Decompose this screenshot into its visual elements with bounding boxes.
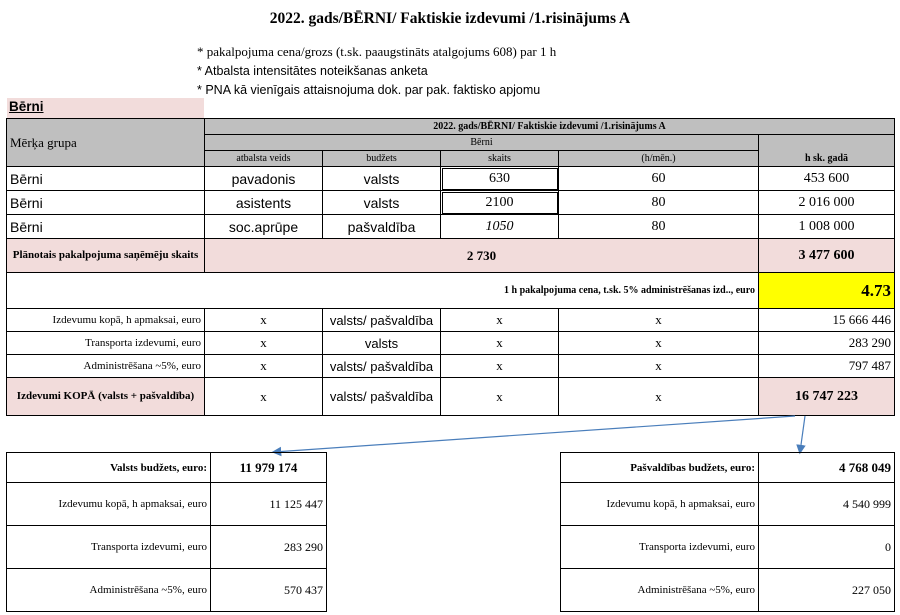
note-1: * pakalpojuma cena/grozs (t.sk. paaugstināts atalgojums 608) par 1 h xyxy=(197,44,557,59)
expense-x2: x xyxy=(441,309,559,332)
row-annual: 1 008 000 xyxy=(759,215,895,239)
municipal-budget-label: Pašvaldības budžets, euro: xyxy=(561,453,759,483)
row-hours: 80 xyxy=(559,191,759,215)
municipal-row-label: Administrēšana ~5%, euro xyxy=(561,569,759,612)
expense-value: 15 666 446 xyxy=(759,309,895,332)
table-row xyxy=(7,526,327,569)
table-subheader: Bērni xyxy=(205,135,759,151)
row-count: 630 xyxy=(441,167,559,191)
page-title: 2022. gads/BĒRNI/ Faktiskie izdevumi /1.risinājums A xyxy=(269,10,631,27)
municipal-row-value: 227 050 xyxy=(759,569,895,612)
row-annual: 2 016 000 xyxy=(759,191,895,215)
row-hours: 80 xyxy=(559,215,759,239)
municipal-budget-table xyxy=(560,452,895,612)
price-value: 4.73 xyxy=(759,273,895,309)
municipal-budget-value: 4 768 049 xyxy=(759,453,895,483)
municipal-row-value: 0 xyxy=(759,526,895,569)
row-count: 1050 xyxy=(441,215,559,239)
arrow-to-state xyxy=(274,416,795,452)
state-row-label: Transporta izdevumi, euro xyxy=(7,526,211,569)
planned-total: 2 730 xyxy=(205,239,759,273)
state-row-value: 570 437 xyxy=(211,569,327,612)
group-header: Mērķa grupa xyxy=(7,119,205,167)
table-row xyxy=(7,483,327,526)
expense-x2: x xyxy=(441,355,559,378)
row-group: Bērni xyxy=(7,191,205,215)
total-label: Izdevumi KOPĀ (valsts + pašvaldība) xyxy=(7,378,205,416)
row-budget: valsts xyxy=(323,167,441,191)
row-hours: 60 xyxy=(559,167,759,191)
planned-annual: 3 477 600 xyxy=(759,239,895,273)
row-annual: 453 600 xyxy=(759,167,895,191)
expense-value: 797 487 xyxy=(759,355,895,378)
state-row-value: 11 125 447 xyxy=(211,483,327,526)
row-type: asistents xyxy=(205,191,323,215)
total-value: 16 747 223 xyxy=(759,378,895,416)
state-budget-value: 11 979 174 xyxy=(211,453,327,483)
col-annual: h sk. gadā xyxy=(804,153,849,164)
expense-budget: valsts/ pašvaldība xyxy=(323,355,441,378)
state-row-value: 283 290 xyxy=(211,526,327,569)
expense-budget: valsts/ pašvaldība xyxy=(323,309,441,332)
state-row-label: Administrēšana ~5%, euro xyxy=(7,569,211,612)
col-type: atbalsta veids xyxy=(205,151,323,167)
expense-x2: x xyxy=(441,332,559,355)
row-type: pavadonis xyxy=(205,167,323,191)
expense-value: 283 290 xyxy=(759,332,895,355)
row-type: soc.aprūpe xyxy=(205,215,323,239)
row-budget: pašvaldība xyxy=(323,215,441,239)
col-budget: budžets xyxy=(323,151,441,167)
table-row xyxy=(561,569,895,612)
total-x2: x xyxy=(441,378,559,416)
arrow-to-municipal xyxy=(800,416,805,452)
expense-budget: valsts xyxy=(323,332,441,355)
planned-label: Plānotais pakalpojuma saņēmēju skaits xyxy=(7,239,205,273)
expense-x3: x xyxy=(559,355,759,378)
expense-x1: x xyxy=(205,355,323,378)
expense-label: Administrēšana ~5%, euro xyxy=(7,355,205,378)
row-count: 2100 xyxy=(441,191,559,215)
note-2: * Atbalsta intensitātes noteikšanas anketa xyxy=(197,63,428,78)
municipal-row-label: Izdevumu kopā, h apmaksai, euro xyxy=(561,483,759,526)
expense-x3: x xyxy=(559,309,759,332)
expense-x1: x xyxy=(205,332,323,355)
total-budget: valsts/ pašvaldība xyxy=(323,378,441,416)
total-x3: x xyxy=(559,378,759,416)
section-label-text: Bērni xyxy=(9,99,44,114)
col-hours: (h/mēn.) xyxy=(559,151,759,167)
total-x1: x xyxy=(205,378,323,416)
expense-label: Izdevumu kopā, h apmaksai, euro xyxy=(7,309,205,332)
row-group: Bērni xyxy=(7,167,205,191)
expense-x3: x xyxy=(559,332,759,355)
table-row xyxy=(561,483,895,526)
col-count: skaits xyxy=(441,151,559,167)
state-row-label: Izdevumu kopā, h apmaksai, euro xyxy=(7,483,211,526)
municipal-row-label: Transporta izdevumi, euro xyxy=(561,526,759,569)
row-group: Bērni xyxy=(7,215,205,239)
table-row xyxy=(561,526,895,569)
price-label: 1 h pakalpojuma cena, t.sk. 5% administrēšanas izd.., euro xyxy=(7,273,759,309)
table-title: 2022. gads/BĒRNI/ Faktiskie izdevumi /1.risinājums A xyxy=(205,119,895,135)
expense-label: Transporta izdevumi, euro xyxy=(7,332,205,355)
state-budget-table xyxy=(6,452,327,612)
note-3: * PNA kā vienīgais attaisnojuma dok. par pak. faktisko apjomu xyxy=(197,83,541,97)
table-row xyxy=(7,569,327,612)
row-budget: valsts xyxy=(323,191,441,215)
state-budget-label: Valsts budžets, euro: xyxy=(7,453,211,483)
expense-x1: x xyxy=(205,309,323,332)
municipal-row-value: 4 540 999 xyxy=(759,483,895,526)
